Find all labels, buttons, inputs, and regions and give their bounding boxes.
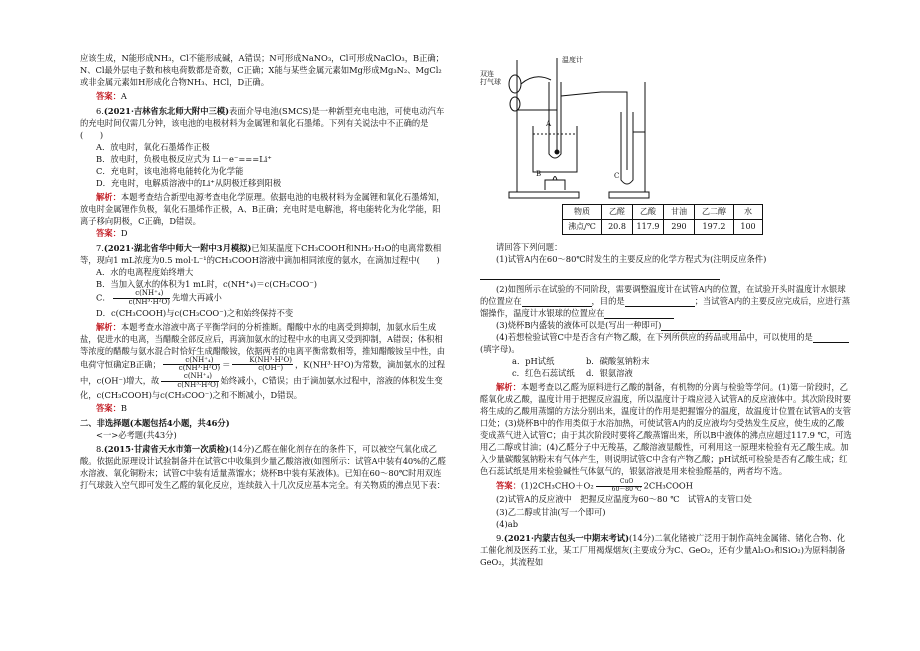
q7-explanation bbox=[80, 321, 448, 402]
question-text: ；当试管A内的主要反应完成后，应进行蒸馏操作，温度计水银球的位置应在 bbox=[480, 296, 851, 319]
option-b: b．碳酸氢钠粉末 bbox=[586, 356, 650, 367]
q7-option-b: B．当加入氨水的体积为1 mL时，c(NH⁺₄)＝c(CH₃COO⁻) bbox=[96, 279, 317, 290]
q7-answer bbox=[80, 402, 448, 414]
answer-text: (1)2CH₃CHO＋O₂ bbox=[520, 480, 594, 491]
fraction-numerator: K(NH³·H²O) bbox=[232, 357, 293, 366]
fraction-denominator: c(NH³·H²O) bbox=[128, 297, 170, 306]
q7-stem bbox=[80, 242, 448, 266]
q6-option-c: C．充电时，该电池将电能转化为化学能 bbox=[96, 166, 244, 177]
blank bbox=[480, 270, 720, 280]
question-text: 已知某温度下CH₃COOH和NH₃·H₂O的电离常数相等，现向1 mL浓度为0.5 mol·L⁻¹的CH₃COOH溶液中滴加相同浓度的氨水，在滴加过程中( ) bbox=[80, 243, 442, 266]
option-text: 先增大再减小 bbox=[171, 292, 222, 303]
table-cell: 物质 bbox=[563, 205, 602, 220]
blank bbox=[604, 309, 674, 319]
sub-question-2 bbox=[480, 283, 852, 319]
q6-explanation bbox=[80, 191, 448, 227]
q7-option-c bbox=[80, 290, 448, 306]
question-number: 9. bbox=[496, 532, 504, 543]
question-text: (14分)二氧化锗被广泛用于制作高纯金属锗、锗化合物、化工催化剂及医药工业，某工厂用褐煤烟灰(主要成分为C、GeO₂，还有少量Al₂O₃和SiO₂)为原料制备GeO₂，其流程如 bbox=[480, 532, 846, 567]
boiling-point-table bbox=[562, 204, 763, 235]
question-text: (4)若想检验试管C中是否含有产物乙酸，在下列所供应的药品或用品中，可以使用的是 bbox=[496, 332, 813, 343]
explanation-text: ，K(NH³·H²O)为常数，滴加氨水的过程中，c(OH⁻)增大，故 bbox=[80, 359, 446, 386]
fraction-numerator: c(NH⁺₄) bbox=[163, 357, 220, 366]
apparatus-figure bbox=[480, 52, 852, 204]
fraction bbox=[232, 357, 293, 373]
q4-options-row2 bbox=[480, 367, 852, 379]
answer-label: 答案： bbox=[496, 480, 521, 491]
blank bbox=[813, 333, 849, 343]
explanation-text: 本题考查以乙醛为原料进行乙酸的制备，有机物的分离与检验等学问。(1)第一阶段时，乙醛氧化成乙酸，温度计用于把握反应温度，所以温度计于端应浸入试管A的反应液体中。其次阶段时要将生成的乙酸用蒸馏的方法分别出来，温度计的作用是把握馏分的温度，故温度计位置在试管A的支管口处；(3)烧杯B中的作用类似于水浴加热，可使试管A内的反应液均匀受热发生反应，使生成的乙酸变成蒸气进入试管C；由于其次阶段时要将乙酸蒸馏出来，所以B中液体的沸点应超过117.9 ℃，可选用乙二醇或甘油；(4)乙醛分子中无羧基，乙酸溶液显酸性，可利用这一原理来检验有无乙酸生成。加入少量碳酸氢钠粉末有气体产生，则说明试管C中含有产物乙酸；pH试纸可检验是否有乙酸生成；红色石蕊试纸是用来检验碱性气体氨气的，银氨溶液是用来检验醛基的，两者均不选。 bbox=[480, 382, 852, 477]
explanation-text: 本题考查水溶液中离子平衡学问的分析推断。醋酸中水的电离受到抑制，加氨水后生成盐，促进水的电离，当醋酸全部反应后，再滴加氨水的过程中水的电离又受到抑制，A错误；体积相等浓度的醋酸与氨水混合时恰好生成醋酸铵，依据两者的电离平衡常数相等，推知醋酸铵呈中性，由电荷守恒确定B正确； bbox=[80, 321, 446, 370]
q8-answer-1 bbox=[480, 479, 852, 493]
question-source: (2021·内蒙古包头一中期末考试) bbox=[503, 532, 630, 543]
equals-sign: ＝ bbox=[222, 359, 231, 370]
question-source: (2015·甘肃省天水市第一次质检) bbox=[103, 443, 230, 454]
question-source: (2021·湖北省华中师大一附中3月模拟) bbox=[103, 243, 252, 254]
answer-value: D bbox=[120, 228, 128, 239]
answer-label: 答案： bbox=[96, 402, 121, 413]
question-text: ，目的是 bbox=[591, 296, 625, 307]
balloon-pump bbox=[509, 75, 521, 93]
q4-options-row1 bbox=[480, 355, 852, 367]
q6-option-b: B．放电时，负极电极反应式为 Li－e⁻===Li⁺ bbox=[96, 154, 272, 165]
question-number: 6. bbox=[96, 106, 104, 117]
explanation-label: 解析： bbox=[96, 192, 121, 203]
q8-stem bbox=[80, 443, 448, 491]
q8-answer-2: (2)试管A的反应液中 把握反应温度为60～80 ℃ 试管A的支管口处 bbox=[496, 494, 752, 505]
section-title: 二、非选择题(本题包括4小题，共46分) bbox=[80, 417, 230, 428]
blank bbox=[625, 297, 695, 307]
table-cell: 117.9 bbox=[633, 220, 664, 235]
q5-explanation-tail: 应该生成，N能形成NH₃，Cl不能形成碱，A错误；N可形成NaNO₃，Cl可形成NaClO₃，B正确；N、Cl最外层电子数和核电荷数都是奇数，C正确；X能与某些金属元素如Mg形成Mg₃N₂、MgCl₂或非金属元素如H形成化合物NH₃、HCl，D正确。 bbox=[80, 53, 444, 88]
q6-answer bbox=[80, 227, 448, 239]
answer-text: 2CH₃COOH bbox=[643, 480, 693, 491]
table-cell: 沸点/℃ bbox=[563, 220, 602, 235]
beaker-b bbox=[533, 126, 577, 172]
q6-option-d: D．充电时，电解质溶液中的Li⁺从阴极迁移到阳极 bbox=[96, 178, 282, 189]
explanation-label: 解析： bbox=[96, 321, 121, 332]
fraction bbox=[161, 373, 218, 389]
condition-top: CuO bbox=[596, 479, 642, 487]
fraction-denominator: c(OH⁻) bbox=[258, 364, 284, 373]
fraction-numerator: c(NH⁺₄) bbox=[161, 373, 218, 382]
explanation-label: 解析： bbox=[496, 382, 521, 393]
fraction bbox=[113, 290, 170, 306]
q6-option-a: A．放电时，氧化石墨烯作正极 bbox=[96, 142, 210, 153]
q8-answer-4: (4)ab bbox=[496, 518, 519, 529]
table-cell: 乙醛 bbox=[602, 205, 633, 220]
fraction bbox=[163, 357, 220, 373]
table-header-row bbox=[563, 205, 763, 220]
answer-value: B bbox=[120, 402, 128, 413]
q6-stem bbox=[80, 105, 448, 141]
fraction-numerator: c(NH⁺₄) bbox=[113, 290, 170, 299]
sub-question-1: (1)试管A内在60～80℃时发生的主要反应的化学方程式为(注明反应条件) bbox=[496, 254, 767, 265]
table-cell: 20.8 bbox=[602, 220, 633, 235]
fraction-denominator: c(NH³·H²O) bbox=[177, 380, 219, 389]
condition-bottom: 60～80 ℃ bbox=[611, 485, 642, 493]
right-column bbox=[480, 0, 852, 568]
q8-explanation bbox=[480, 381, 852, 477]
question-text: (填字母)。 bbox=[480, 344, 520, 355]
option-c: c．红色石蕊试纸 bbox=[512, 368, 575, 379]
label-tube-c: C bbox=[614, 172, 620, 180]
answer-blank-line bbox=[480, 268, 852, 280]
answer-value: A bbox=[120, 91, 127, 102]
option-d: d．银氨溶液 bbox=[586, 368, 633, 379]
explanation-text: 本题考查结合新型电源考查电化学原理。依据电池的电极材料为金属锂和氧化石墨烯知，放电时金属锂作负极，氧化石墨烯作正极，A、B正确；充电时是电解池，将电能转化为化学能，阳离子移向阴极，C正确，D错误。 bbox=[80, 192, 445, 227]
label-tube-a: A bbox=[546, 120, 552, 128]
distillation-apparatus-diagram bbox=[505, 52, 655, 204]
option-letter: C． bbox=[96, 292, 111, 303]
q5-answer bbox=[80, 90, 448, 102]
blank bbox=[661, 321, 741, 331]
reaction-condition bbox=[596, 479, 642, 493]
q7-option-d: D．c(CH₃COOH)与c(CH₃COO⁻)之和始终保持不变 bbox=[96, 307, 294, 318]
fraction-denominator: c(NH³·H²O) bbox=[178, 364, 221, 373]
table-cell: 甘油 bbox=[664, 205, 695, 220]
answer-label: 答案： bbox=[96, 228, 121, 239]
table-cell: 水 bbox=[734, 205, 763, 220]
q9-stem bbox=[480, 532, 852, 568]
label-thermometer: 温度计 bbox=[562, 56, 583, 64]
question-number: 7. bbox=[96, 243, 104, 254]
q8-answer-3: (3)乙二醇或甘油(写一个即可) bbox=[496, 506, 606, 517]
q7-option-a: A．水的电离程度始终增大 bbox=[96, 267, 194, 278]
question-number: 8. bbox=[96, 443, 104, 454]
table-cell: 100 bbox=[734, 220, 763, 235]
answer-label: 答案： bbox=[96, 91, 121, 102]
stand-base bbox=[509, 192, 579, 198]
table-cell: 乙二醇 bbox=[695, 205, 734, 220]
table-row bbox=[563, 220, 763, 235]
prompt: 请回答下列问题： bbox=[496, 242, 563, 252]
label-balloon: 双连 打气球 bbox=[480, 70, 501, 87]
left-column bbox=[80, 0, 448, 491]
option-a: a．pH试纸 bbox=[512, 356, 555, 367]
question-text: (2)如图所示在试验的不同阶段，需要调整温度计在试管A内的位置，在试验开头时温度计水银球的位置应在 bbox=[480, 284, 846, 307]
question-source: (2021·吉林省东北师大附中三模) bbox=[103, 106, 230, 117]
table-cell: 197.2 bbox=[695, 220, 734, 235]
label-beaker-b: B bbox=[536, 170, 542, 178]
question-text: (3)烧杯B内盛装的液体可以是(写出一种即可) bbox=[496, 320, 662, 331]
section-subtitle: <一>必考题(共43分) bbox=[96, 429, 177, 440]
blank bbox=[522, 297, 592, 307]
explanation-text: 始终减小，C错误；由于滴加氨水过程中，溶液的体积发生变化，c(CH₃COOH)与c(CH₃COO⁻)之和不断减小，D错误。 bbox=[80, 375, 443, 401]
question-text: 表面介导电池(SMCS)是一种新型充电电池，可使电动汽车的充电时间仅需几分钟，该电池的电极材料为金属锂和氧化石墨烯。下列有关说法中不正确的是( ) bbox=[80, 106, 445, 141]
sub-question-3 bbox=[480, 319, 852, 331]
table-cell: 乙酸 bbox=[633, 205, 664, 220]
table-cell: 290 bbox=[664, 220, 695, 235]
question-text: (14分)乙醛在催化剂存在的条件下，可以被空气氧化成乙酸。依据此原理设计试验制备并在试管C中收集到少量乙酸溶液(如图所示：试管A中装有40%的乙醛水溶液、氧化铜粉末；试管C中装有适量蒸馏水；烧杯B中装有某液体)。已知在60～80℃时用双连打气球鼓入空气即可发生乙醛的氧化反应，连续鼓入十几次反应基本完全。有关物质的沸点见下表： bbox=[80, 443, 446, 490]
sub-question-4 bbox=[480, 331, 852, 355]
